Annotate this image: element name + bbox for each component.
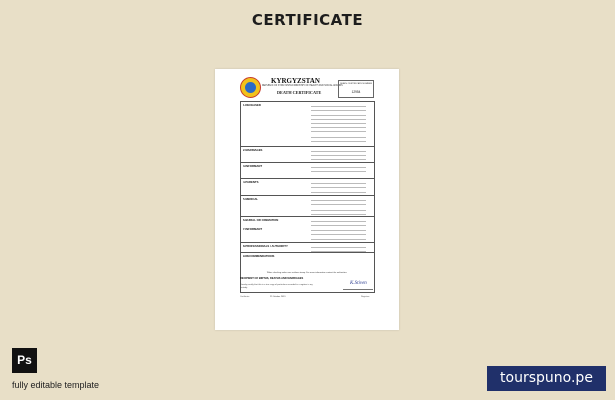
section-title: 9.RECOMMENDATIONS bbox=[243, 254, 275, 258]
field-line bbox=[311, 159, 366, 160]
field-line bbox=[311, 230, 366, 231]
field-line bbox=[311, 131, 366, 132]
field-line bbox=[311, 106, 366, 107]
field-line bbox=[311, 115, 366, 116]
certificate-recipient: RECIPIENT OF BIRTHS, DEATHS AND MARRIAGES bbox=[240, 277, 304, 280]
section-title: 2.MARRIAGES bbox=[243, 148, 263, 152]
footer-date: 29 October 2019 bbox=[270, 296, 286, 298]
tagline: fully editable template bbox=[12, 380, 100, 390]
section-title: 1.DECEASED bbox=[243, 103, 261, 107]
section-title: 3.INFORMANT bbox=[243, 164, 263, 168]
field-line bbox=[311, 167, 366, 168]
field-line bbox=[311, 192, 366, 193]
certificate-note: When checking make sure uniform stamp. For more information contact the authorities. bbox=[266, 272, 348, 274]
section-title: 8.PROFESSIONALS / AUTHORITY bbox=[243, 244, 288, 248]
section-medical bbox=[241, 195, 374, 201]
serial-label: DEATH CERTIFICATE NUMBER bbox=[339, 83, 373, 85]
field-line bbox=[311, 155, 366, 156]
field-line bbox=[311, 127, 366, 128]
certificate-form bbox=[240, 101, 375, 293]
field-line bbox=[311, 210, 366, 211]
certificate-certify-text: I hereby certify that this is a true copy of particulars recorded in a register in my custody. bbox=[240, 284, 313, 289]
field-line bbox=[311, 234, 366, 235]
serial-box bbox=[338, 80, 374, 98]
certificate-document bbox=[215, 69, 399, 330]
signature: K.Stiven bbox=[350, 281, 367, 286]
field-line bbox=[311, 214, 366, 215]
certificate-ministry: REPUBLIC OF KYRGYZSTAN MINISTRY OF HEALTH AND SOCIAL AFFAIRS bbox=[262, 85, 343, 87]
field-line bbox=[311, 183, 366, 184]
section-title: 6.BURIAL OR CREMATION bbox=[243, 218, 279, 222]
field-line bbox=[311, 110, 366, 111]
field-line bbox=[311, 137, 366, 138]
certificate-country: KYRGYZSTAN bbox=[271, 77, 320, 85]
section-informant bbox=[241, 162, 374, 168]
section-title: 5.MEDICAL bbox=[243, 197, 259, 201]
section-recommendations bbox=[241, 252, 374, 258]
section-title: 7.INFORMANT bbox=[243, 227, 263, 231]
section-burial bbox=[241, 216, 374, 222]
photoshop-icon: Ps bbox=[12, 348, 37, 373]
field-line bbox=[311, 204, 366, 205]
field-line bbox=[311, 171, 366, 172]
field-line bbox=[311, 239, 366, 240]
section-marriages bbox=[241, 146, 374, 152]
field-line bbox=[311, 151, 366, 152]
kyrgyzstan-emblem-icon bbox=[240, 77, 261, 98]
field-line bbox=[311, 225, 366, 226]
serial-value: 12954 bbox=[351, 90, 361, 94]
field-line bbox=[311, 123, 366, 124]
section-title: 4.PARENTS bbox=[243, 180, 259, 184]
section-parents bbox=[241, 178, 374, 184]
certificate-doc-title: DEATH CERTIFICATE bbox=[277, 90, 322, 95]
field-line bbox=[311, 119, 366, 120]
footer-right: Registrar bbox=[361, 296, 370, 298]
footer-left: Certificate bbox=[240, 296, 250, 298]
signature-line bbox=[343, 289, 373, 290]
field-line bbox=[311, 141, 366, 142]
brand-badge: tourspuno.pe bbox=[487, 366, 606, 391]
field-line bbox=[311, 221, 366, 222]
field-line bbox=[311, 187, 366, 188]
section-professionals bbox=[241, 242, 374, 248]
field-line bbox=[311, 200, 366, 201]
page-title: CERTIFICATE bbox=[251, 11, 364, 29]
field-line bbox=[311, 247, 366, 248]
